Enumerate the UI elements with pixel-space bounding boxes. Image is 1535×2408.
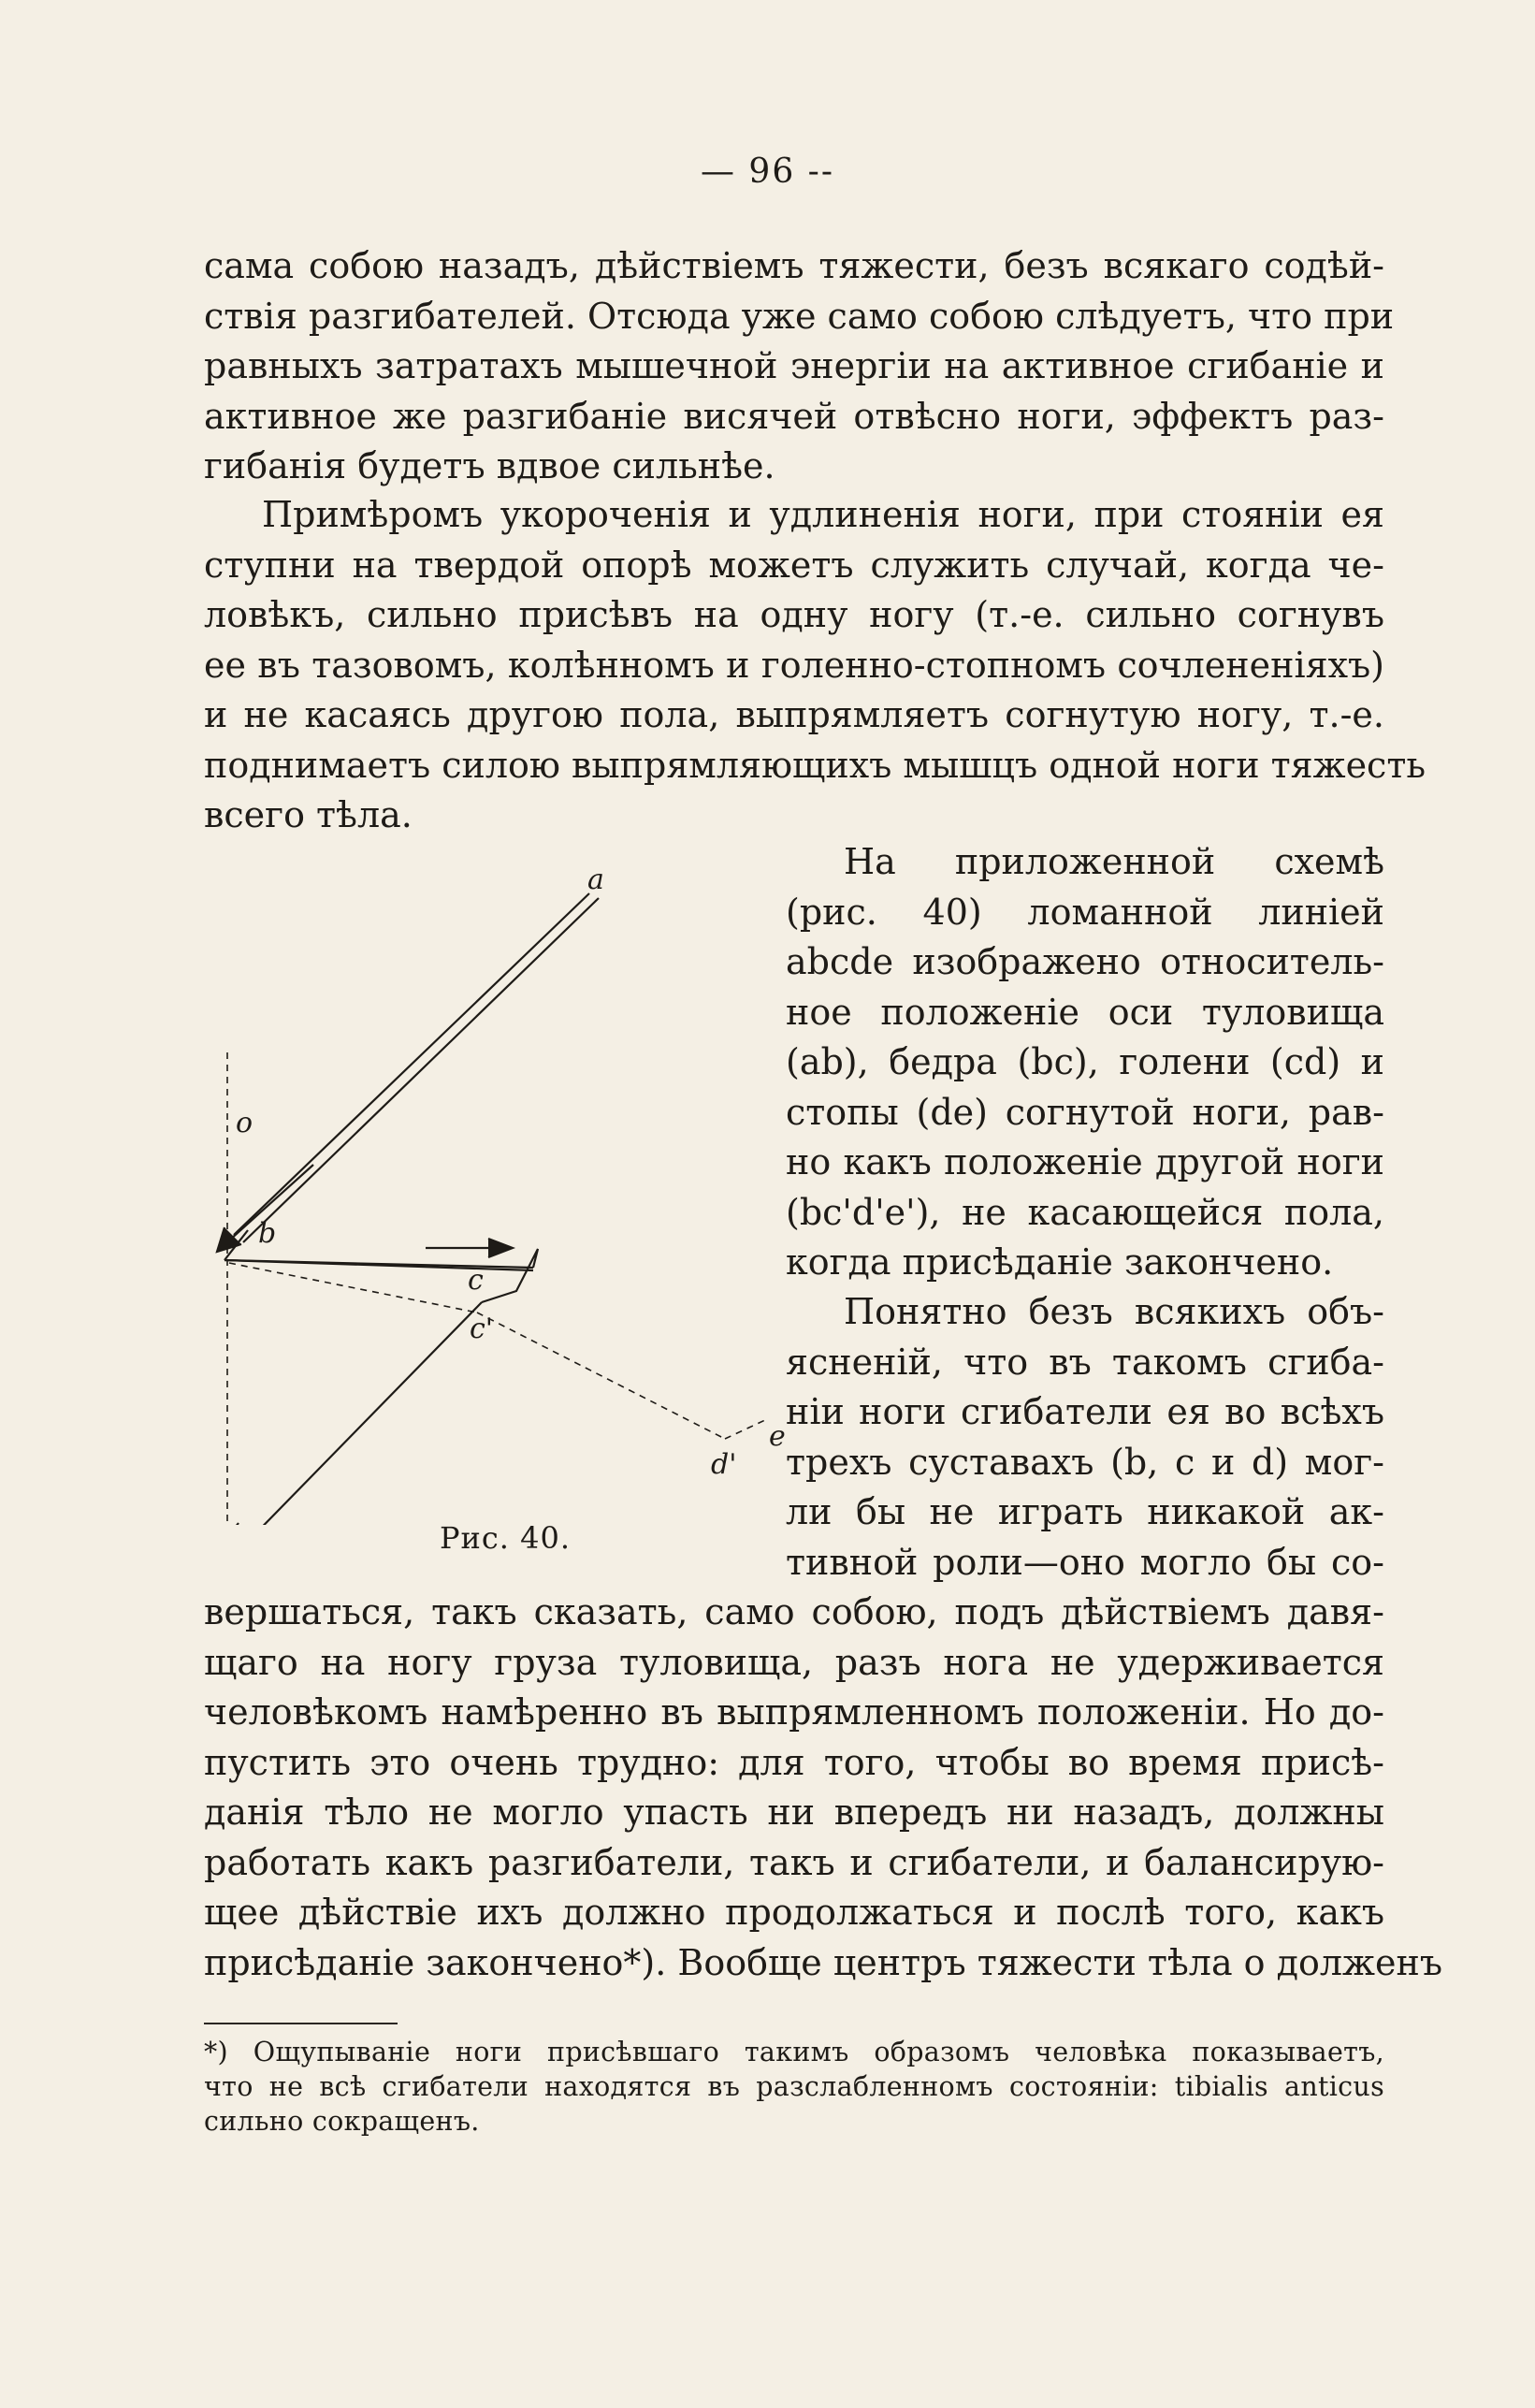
label-e-prime: e (769, 1420, 786, 1453)
text-line: трехъ суставахъ (b, c и d) мог- (786, 1441, 1384, 1483)
text-line: ловѣкъ, сильно присѣвъ на одну ногу (т.-е. сильно согнувъ (204, 594, 1384, 635)
thigh-line-lower (224, 1260, 533, 1270)
text-line: щее дѣйствіе ихъ должно продолжаться и послѣ того, какъ (204, 1892, 1384, 1933)
text-line: На приложенной схемѣ (844, 841, 1384, 882)
text-line: ніи ноги сгибатели ея во всѣхъ (786, 1391, 1384, 1432)
label-d-prime: d' (711, 1448, 737, 1481)
leg-diagram (187, 851, 786, 1525)
text-line: пустить это очень трудно: для того, чтобы во время присѣ- (204, 1741, 1384, 1783)
arrow-head-right-fill (488, 1239, 513, 1257)
paragraph-3 (786, 837, 1384, 1288)
trunk-line-inner (243, 898, 599, 1242)
trunk-line (234, 893, 589, 1235)
text-line: но какъ положеніе другой ноги (786, 1141, 1384, 1182)
paragraph-2 (204, 490, 1426, 841)
text-line: всего тѣла. (204, 794, 413, 835)
label-a: a (587, 863, 604, 896)
text-line: тивной роли—оно могло бы со- (786, 1541, 1384, 1583)
figure-40 (187, 851, 786, 1525)
figure-caption: Рис. 40. (440, 1520, 572, 1556)
text-line: abcde изображено относитель- (786, 941, 1384, 982)
other-foot-dashed (725, 1419, 767, 1439)
text-line: ное положеніе оси туловища (786, 991, 1384, 1033)
label-o: o (236, 1107, 253, 1139)
other-shin-dashed (477, 1313, 725, 1439)
footnote-line: *) Ощупываніе ноги присѣвшаго такимъ образомъ человѣка показываетъ, (204, 2037, 1384, 2067)
footnote-line: сильно сокращенъ. (204, 2106, 480, 2137)
text-line: (ab), бедра (bc), голени (cd) и (786, 1041, 1384, 1082)
footnote-rule (204, 2023, 398, 2024)
text-line: ли бы не играть никакой ак- (786, 1491, 1384, 1532)
label-b: b (258, 1217, 277, 1250)
text-line: когда присѣданіе закончено. (786, 1241, 1334, 1283)
other-thigh-dashed (229, 1263, 477, 1313)
text-line: вершаться, такъ сказать, само собою, подъ дѣйствіемъ давя- (204, 1591, 1384, 1632)
heel-line (215, 1523, 239, 1525)
paragraph-4-full (204, 1588, 1443, 1988)
text-line: (bc'd'e'), не касающейся пола, (786, 1191, 1384, 1233)
text-line: ясненій, что въ такомъ сгиба- (786, 1341, 1384, 1383)
text-line: присѣданіе закончено*). Вообще центръ тяжести тѣла o долженъ (204, 1941, 1443, 1983)
footnote-line: что не всѣ сгибатели находятся въ разслабленномъ состояніи: tibialis anticus (204, 2071, 1384, 2102)
text-line: Примѣромъ укороченія и удлиненія ноги, при стояніи ея (262, 494, 1384, 535)
text-line: поднимаетъ силою выпрямляющихъ мышцъ одной ноги тяжесть (204, 744, 1426, 786)
text-line: и не касаясь другою пола, выпрямляетъ согнутую ногу, т.-е. (204, 694, 1384, 735)
footnote (204, 2035, 1384, 2139)
text-line: равныхъ затратахъ мышечной энергіи на активное сгибаніе и (204, 345, 1384, 386)
text-line: стопы (de) согнутой ноги, рав- (786, 1091, 1384, 1133)
shin-line (239, 1302, 482, 1525)
text-line: активное же разгибаніе висячей отвѣсно ноги, эффектъ раз- (204, 395, 1384, 437)
text-line: Понятно безъ всякихъ объ- (844, 1291, 1384, 1332)
text-line: человѣкомъ намѣренно въ выпрямленномъ положеніи. Но до- (204, 1691, 1384, 1733)
text-line: (рис. 40) ломанной линіей (786, 891, 1384, 933)
text-line: щаго на ногу груза туловища, разъ нога не удерживается (204, 1641, 1384, 1683)
text-line: работать какъ разгибатели, такъ и сгибатели, и балансирую- (204, 1841, 1384, 1883)
text-line: ее въ тазовомъ, колѣнномъ и голенно-стопномъ сочлененіяхъ) (204, 644, 1384, 686)
text-line: ствія разгибателей. Отсюда уже само собою слѣдуетъ, что при (204, 295, 1395, 337)
label-c: c (468, 1264, 484, 1297)
paragraph-4-right (786, 1287, 1384, 1588)
paragraph-1 (204, 241, 1395, 492)
label-c-prime: c' (470, 1313, 494, 1345)
page-number: — 96 -- (700, 152, 835, 191)
text-line: гибанія будетъ вдвое сильнѣе. (204, 445, 775, 486)
text-line: сама собою назадъ, дѣйствіемъ тяжести, безъ всякаго содѣй- (204, 245, 1384, 286)
text-line: данія тѣло не могло упасть ни впередъ ни назадъ, должны (204, 1791, 1384, 1833)
text-line: ступни на твердой опорѣ можетъ служить случай, когда че- (204, 544, 1384, 586)
